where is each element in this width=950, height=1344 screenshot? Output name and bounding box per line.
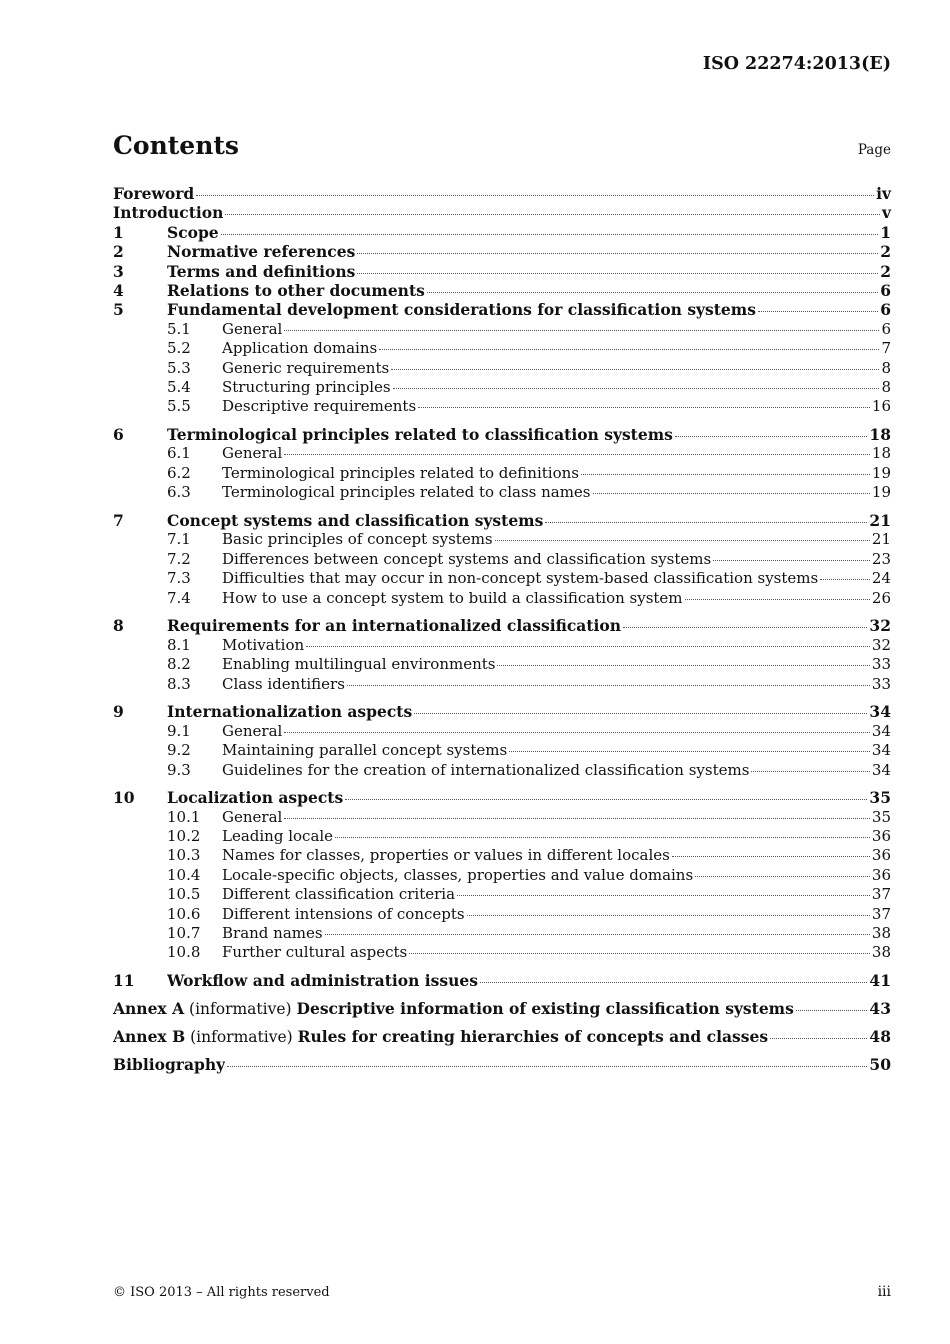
toc-entry-title: Terminological principles related to class names bbox=[222, 483, 591, 502]
toc-entry-number: 4 bbox=[113, 280, 124, 300]
toc-entry[interactable] bbox=[113, 397, 891, 416]
toc-page-number: 38 bbox=[871, 924, 891, 943]
dot-leader bbox=[221, 234, 879, 235]
toc-entry[interactable] bbox=[113, 262, 891, 281]
toc-page-number: 2 bbox=[880, 261, 891, 281]
toc-page-number: 1 bbox=[880, 222, 891, 242]
toc-entry-number: 10 bbox=[113, 788, 135, 808]
toc-entry-title: General bbox=[222, 807, 283, 826]
dot-leader bbox=[685, 599, 870, 600]
toc-entry-title: Foreword bbox=[113, 184, 195, 203]
toc-entry-title: Application domains bbox=[222, 339, 378, 358]
dot-leader bbox=[497, 665, 869, 666]
toc-entry-title: Descriptive requirements bbox=[222, 397, 417, 416]
toc-page-number: 18 bbox=[871, 444, 891, 463]
dot-leader bbox=[675, 436, 868, 437]
toc-entry-title: Different classification criteria bbox=[222, 885, 456, 904]
dot-leader bbox=[284, 818, 870, 819]
toc-entry-title: Scope bbox=[167, 222, 219, 242]
toc-entry-number: 7 bbox=[113, 511, 124, 531]
toc-page-number: 8 bbox=[881, 358, 891, 377]
dot-leader bbox=[284, 732, 870, 733]
toc-page-number: 32 bbox=[871, 635, 891, 654]
toc-entry-title: Fundamental development considerations for classification systems bbox=[167, 300, 756, 320]
toc-page-number: 35 bbox=[869, 788, 891, 808]
toc-page-number: 41 bbox=[869, 971, 891, 991]
toc-entry-number: 9 bbox=[113, 702, 124, 722]
toc-entry-title: Difficulties that may occur in non-concept system-based classification systems bbox=[222, 569, 819, 588]
toc-entry-number: 7.1 bbox=[167, 530, 191, 549]
annex-informative-label: (informative) bbox=[184, 999, 297, 1018]
toc-entry[interactable] bbox=[113, 827, 891, 846]
dot-leader bbox=[325, 934, 870, 935]
toc-page-number: 37 bbox=[871, 904, 891, 923]
toc-page-number: 36 bbox=[871, 846, 891, 865]
toc-entry-number: 6 bbox=[113, 425, 124, 445]
toc-entry-number: 5.1 bbox=[167, 319, 191, 338]
toc-entry[interactable] bbox=[113, 741, 891, 760]
document-id: ISO 22274:2013(E) bbox=[702, 54, 891, 74]
toc-entry-number: 10.5 bbox=[167, 885, 201, 904]
dot-leader bbox=[495, 540, 870, 541]
dot-leader bbox=[545, 522, 867, 523]
toc-page-number: 48 bbox=[869, 1026, 891, 1046]
toc-page-number: 21 bbox=[869, 511, 891, 531]
toc-entry[interactable] bbox=[113, 761, 891, 780]
annex-title: Rules for creating hierarchies of concepts and classes bbox=[297, 1026, 769, 1046]
dot-leader bbox=[623, 627, 867, 628]
annex-title: Descriptive information of existing classification systems bbox=[296, 998, 794, 1018]
dot-leader bbox=[379, 349, 879, 350]
toc-entry[interactable] bbox=[113, 242, 891, 261]
toc-entry-title: Relations to other documents bbox=[167, 280, 425, 300]
toc-entry-number: 10.1 bbox=[167, 807, 201, 826]
toc-page-number: 23 bbox=[871, 549, 891, 568]
dot-leader bbox=[467, 915, 870, 916]
dot-leader bbox=[391, 369, 879, 370]
toc-entry-title: Brand names bbox=[222, 924, 323, 943]
toc-entry-number: 2 bbox=[113, 242, 124, 262]
toc-entry[interactable] bbox=[113, 846, 891, 865]
toc-entry-title: Maintaining parallel concept systems bbox=[222, 741, 508, 760]
toc-entry[interactable] bbox=[113, 866, 891, 885]
toc-entry-number: 10.8 bbox=[167, 943, 201, 962]
page-title: Contents bbox=[113, 131, 240, 160]
toc-page-number: 19 bbox=[871, 463, 891, 482]
toc-page-number: 24 bbox=[871, 569, 891, 588]
toc-entry-title: Further cultural aspects bbox=[222, 943, 408, 962]
page-column-label: Page bbox=[857, 142, 891, 158]
toc-entry-title: Basic principles of concept systems bbox=[222, 530, 493, 549]
dot-leader bbox=[593, 493, 870, 494]
toc-entry-title: Terminological principles related to definitions bbox=[222, 463, 579, 482]
table-of-contents bbox=[113, 184, 891, 1074]
toc-entry-number: 8.3 bbox=[167, 674, 191, 693]
toc-entry-title: Terminological principles related to classification systems bbox=[167, 425, 673, 445]
toc-entry[interactable] bbox=[113, 550, 891, 569]
dot-leader bbox=[427, 292, 878, 293]
toc-entry-number: 8 bbox=[113, 616, 124, 636]
toc-page-number: 43 bbox=[869, 998, 891, 1018]
toc-entry[interactable] bbox=[113, 511, 891, 530]
toc-page-number: 36 bbox=[871, 827, 891, 846]
toc-page-number: 33 bbox=[871, 674, 891, 693]
toc-page-number: 34 bbox=[871, 760, 891, 779]
dot-leader bbox=[284, 330, 879, 331]
toc-entry-title: Workflow and administration issues bbox=[167, 971, 478, 991]
toc-entry-title: Bibliography bbox=[113, 1054, 226, 1074]
dot-leader bbox=[581, 474, 870, 475]
toc-page-number: 34 bbox=[871, 721, 891, 740]
toc-entry[interactable] bbox=[113, 483, 891, 502]
toc-page-number: 7 bbox=[881, 339, 891, 358]
annex-label: Annex A bbox=[113, 998, 185, 1018]
dot-leader bbox=[418, 407, 870, 408]
dot-leader bbox=[347, 685, 870, 686]
dot-leader bbox=[751, 771, 870, 772]
toc-entry[interactable] bbox=[113, 1027, 891, 1046]
toc-entry-number: 5.3 bbox=[167, 358, 191, 377]
toc-entry-number: 8.1 bbox=[167, 635, 191, 654]
toc-entry[interactable] bbox=[113, 943, 891, 962]
toc-entry-title: Requirements for an internationalized classification bbox=[167, 616, 622, 636]
toc-entry[interactable] bbox=[113, 359, 891, 378]
copyright-notice: © ISO 2013 – All rights reserved bbox=[113, 1285, 330, 1300]
toc-entry-title: Concept systems and classification systems bbox=[167, 511, 544, 531]
toc-entry[interactable] bbox=[113, 924, 891, 943]
toc-entry[interactable] bbox=[113, 320, 891, 339]
toc-entry[interactable] bbox=[113, 722, 891, 741]
toc-entry[interactable] bbox=[113, 702, 891, 721]
toc-entry-number: 5.5 bbox=[167, 397, 191, 416]
toc-entry-title: General bbox=[222, 319, 283, 338]
toc-entry-title: Localization aspects bbox=[167, 788, 344, 808]
toc-entry-title: Generic requirements bbox=[222, 358, 390, 377]
toc-entry-title: Names for classes, properties or values in different locales bbox=[222, 846, 670, 865]
toc-entry[interactable] bbox=[113, 999, 891, 1018]
toc-entry[interactable] bbox=[113, 378, 891, 397]
toc-page-number: 33 bbox=[871, 655, 891, 674]
annex-informative-label: (informative) bbox=[185, 1027, 298, 1046]
toc-entry-number: 7.2 bbox=[167, 549, 191, 568]
dot-leader bbox=[284, 454, 870, 455]
toc-page-number: 6 bbox=[880, 300, 891, 320]
toc-entry-number: 8.2 bbox=[167, 655, 191, 674]
toc-entry[interactable] bbox=[113, 425, 891, 444]
toc-entry[interactable] bbox=[113, 569, 891, 588]
dot-leader bbox=[357, 273, 878, 274]
dot-leader bbox=[796, 1010, 868, 1011]
toc-entry-number: 10.7 bbox=[167, 924, 201, 943]
toc-entry-title: Different intensions of concepts bbox=[222, 904, 465, 923]
dot-leader bbox=[672, 856, 870, 857]
toc-page-number: 35 bbox=[871, 807, 891, 826]
toc-page-number: 6 bbox=[880, 280, 891, 300]
toc-page-number: 34 bbox=[871, 741, 891, 760]
toc-entry[interactable] bbox=[113, 184, 891, 203]
toc-page-number: 50 bbox=[869, 1054, 891, 1074]
dot-leader bbox=[695, 876, 870, 877]
toc-entry-title: Guidelines for the creation of internationalized classification systems bbox=[222, 760, 750, 779]
toc-page-number: 16 bbox=[871, 397, 891, 416]
dot-leader bbox=[770, 1038, 867, 1039]
toc-entry[interactable] bbox=[113, 616, 891, 635]
toc-page-number: 8 bbox=[881, 377, 891, 396]
toc-page-number: 38 bbox=[871, 943, 891, 962]
toc-entry[interactable] bbox=[113, 905, 891, 924]
toc-entry-number: 5 bbox=[113, 300, 124, 320]
annex-label: Annex B bbox=[113, 1026, 186, 1046]
dot-leader bbox=[457, 895, 870, 896]
toc-entry-number: 9.3 bbox=[167, 760, 191, 779]
toc-entry[interactable] bbox=[113, 675, 891, 694]
toc-page-number: 6 bbox=[881, 319, 891, 338]
toc-entry-number: 6.2 bbox=[167, 463, 191, 482]
toc-entry-title: Internationalization aspects bbox=[167, 702, 413, 722]
toc-page-number: 21 bbox=[871, 530, 891, 549]
toc-entry-title: General bbox=[222, 721, 283, 740]
toc-entry-title: Normative references bbox=[167, 242, 356, 262]
toc-entry[interactable] bbox=[113, 971, 891, 990]
toc-entry-title: Introduction bbox=[113, 203, 224, 223]
dot-leader bbox=[509, 751, 870, 752]
toc-page-number: iv bbox=[876, 184, 891, 203]
page-number: iii bbox=[877, 1284, 891, 1300]
toc-entry[interactable] bbox=[113, 788, 891, 807]
toc-entry-number: 6.3 bbox=[167, 483, 191, 502]
toc-page-number: 37 bbox=[871, 885, 891, 904]
dot-leader bbox=[758, 311, 878, 312]
toc-entry-number: 5.2 bbox=[167, 339, 191, 358]
toc-page-number: 34 bbox=[869, 702, 891, 722]
toc-entry[interactable] bbox=[113, 655, 891, 674]
toc-entry[interactable] bbox=[113, 636, 891, 655]
dot-leader bbox=[480, 982, 867, 983]
toc-entry[interactable] bbox=[113, 339, 891, 358]
toc-entry-number: 11 bbox=[113, 971, 135, 991]
dot-leader bbox=[820, 579, 870, 580]
toc-entry-title bbox=[113, 999, 794, 1019]
dot-leader bbox=[414, 713, 867, 714]
toc-entry[interactable] bbox=[113, 203, 891, 222]
dot-leader bbox=[345, 799, 867, 800]
toc-entry[interactable] bbox=[113, 223, 891, 242]
toc-entry-title: Leading locale bbox=[222, 827, 334, 846]
toc-entry[interactable] bbox=[113, 300, 891, 319]
toc-entry-title: Terms and definitions bbox=[167, 261, 356, 281]
toc-entry-title: Enabling multilingual environments bbox=[222, 655, 496, 674]
dot-leader bbox=[306, 646, 870, 647]
toc-page-number: 2 bbox=[880, 242, 891, 262]
toc-page-number: 36 bbox=[871, 865, 891, 884]
dot-leader bbox=[196, 195, 874, 196]
toc-entry-title bbox=[113, 1027, 768, 1047]
toc-entry-number: 7.3 bbox=[167, 569, 191, 588]
toc-entry[interactable] bbox=[113, 464, 891, 483]
toc-entry-title: Motivation bbox=[222, 635, 305, 654]
dot-leader bbox=[357, 253, 878, 254]
toc-entry-number: 10.4 bbox=[167, 865, 201, 884]
dot-leader bbox=[225, 214, 880, 215]
toc-entry[interactable] bbox=[113, 281, 891, 300]
toc-entry-title: How to use a concept system to build a classification system bbox=[222, 588, 683, 607]
toc-page-number: 18 bbox=[869, 425, 891, 445]
toc-entry-number: 10.6 bbox=[167, 904, 201, 923]
toc-page-number: 32 bbox=[869, 616, 891, 636]
toc-entry-title: General bbox=[222, 444, 283, 463]
toc-entry-number: 9.2 bbox=[167, 741, 191, 760]
toc-entry-number: 6.1 bbox=[167, 444, 191, 463]
toc-entry[interactable] bbox=[113, 808, 891, 827]
dot-leader bbox=[409, 953, 870, 954]
toc-page-number: 19 bbox=[871, 483, 891, 502]
dot-leader bbox=[713, 560, 870, 561]
dot-leader bbox=[393, 388, 880, 389]
toc-entry-number: 7.4 bbox=[167, 588, 191, 607]
dot-leader bbox=[335, 837, 870, 838]
toc-entry-title: Structuring principles bbox=[222, 377, 391, 396]
toc-entry-title: Differences between concept systems and classification systems bbox=[222, 549, 712, 568]
toc-entry[interactable] bbox=[113, 444, 891, 463]
toc-entry[interactable] bbox=[113, 530, 891, 549]
toc-page-number: v bbox=[881, 203, 891, 223]
toc-entry-number: 9.1 bbox=[167, 721, 191, 740]
toc-entry-number: 1 bbox=[113, 222, 124, 242]
toc-entry-number: 10.2 bbox=[167, 827, 201, 846]
toc-entry-number: 3 bbox=[113, 261, 124, 281]
toc-page-number: 26 bbox=[871, 588, 891, 607]
dot-leader bbox=[227, 1066, 867, 1067]
toc-entry-title: Class identifiers bbox=[222, 674, 345, 693]
toc-entry-title: Locale-specific objects, classes, properties and value domains bbox=[222, 865, 694, 884]
toc-entry-number: 10.3 bbox=[167, 846, 201, 865]
toc-entry[interactable] bbox=[113, 885, 891, 904]
toc-entry[interactable] bbox=[113, 1055, 891, 1074]
toc-entry[interactable] bbox=[113, 589, 891, 608]
toc-entry-number: 5.4 bbox=[167, 377, 191, 396]
